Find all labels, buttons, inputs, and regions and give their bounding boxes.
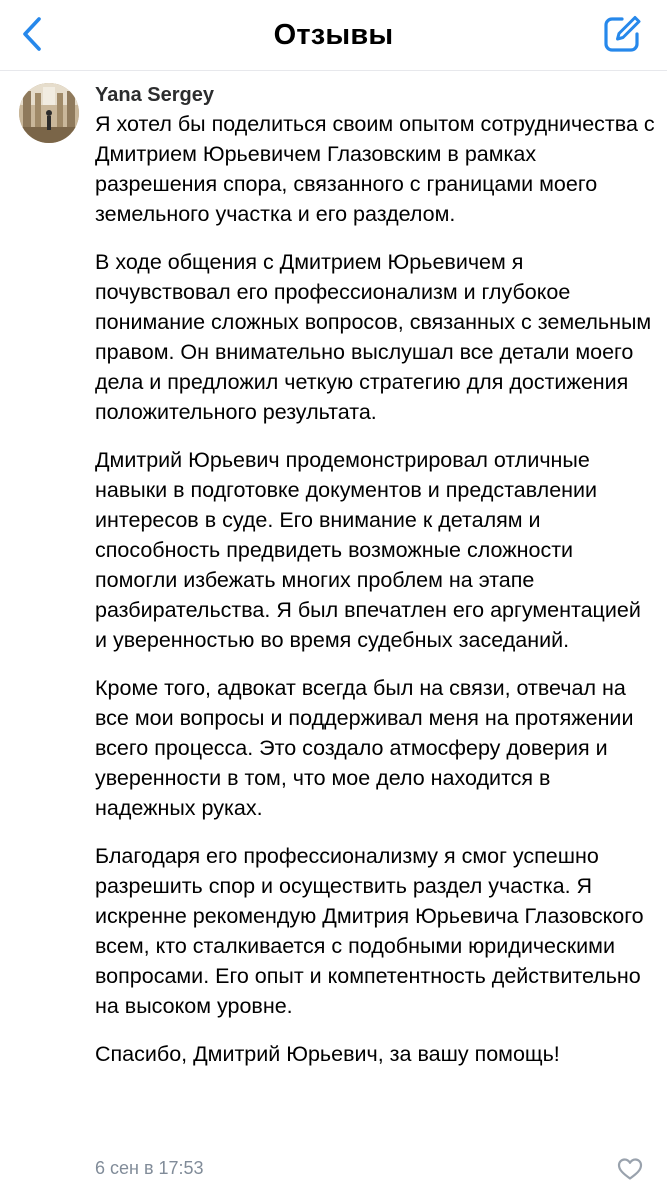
like-button[interactable] [615, 1155, 645, 1183]
review-date: 6 сен в 17:53 [95, 1158, 204, 1178]
review-paragraph: Кроме того, адвокат всегда был на связи, отвечал на все мои вопросы и поддерживал меня на протяжении всего процесса. Это создало атмосферу доверия и уверенности в том, что мое дело находится в надежных руках. [95, 676, 634, 820]
review-meta [95, 1153, 655, 1183]
avatar[interactable] [19, 83, 79, 143]
review-paragraph: Дмитрий Юрьевич продемонстрировал отличные навыки в подготовке документов и представлении интересов в суде. Его внимание к деталям и способность предвидеть возможные сложности помогли избежать многих проблем на этапе разбирательства. Я был впечатлен его аргументацией и уверенностью во время судебных заседаний. [95, 448, 641, 652]
review-text [95, 109, 655, 1069]
compose-button[interactable] [599, 12, 645, 56]
review-author[interactable]: Yana Sergey [95, 84, 214, 106]
user-avatar-photo [19, 83, 79, 143]
review-paragraph: Благодаря его профессионализму я смог успешно разрешить спор и осуществить раздел участка. Я искренне рекомендую Дмитрия Юрьевича Глазовского всем, кто сталкивается с подобными юридическими вопросами. Его опыт и компетентность действительно на высоком уровне. [95, 844, 644, 1018]
heart-outline-icon [617, 1157, 643, 1181]
review-paragraph: В ходе общения с Дмитрием Юрьевичем я почувствовал его профессионализм и глубокое понимание сложных вопросов, связанных с земельным правом. Он внимательно выслушал все детали моего дела и предложил четкую стратегию для достижения положительного результата. [95, 250, 652, 424]
review-paragraph: Спасибо, Дмитрий Юрьевич, за вашу помощь! [95, 1042, 560, 1066]
review-content [95, 81, 655, 1069]
page-title: Отзывы [273, 19, 394, 51]
compose-icon [602, 14, 642, 54]
nav-header [0, 0, 667, 71]
review-paragraph: Я хотел бы поделиться своим опытом сотрудничества с Дмитрием Юрьевичем Глазовским в рамках разрешения спора, связанного с границами моего земельного участка и его разделом. [95, 112, 655, 226]
